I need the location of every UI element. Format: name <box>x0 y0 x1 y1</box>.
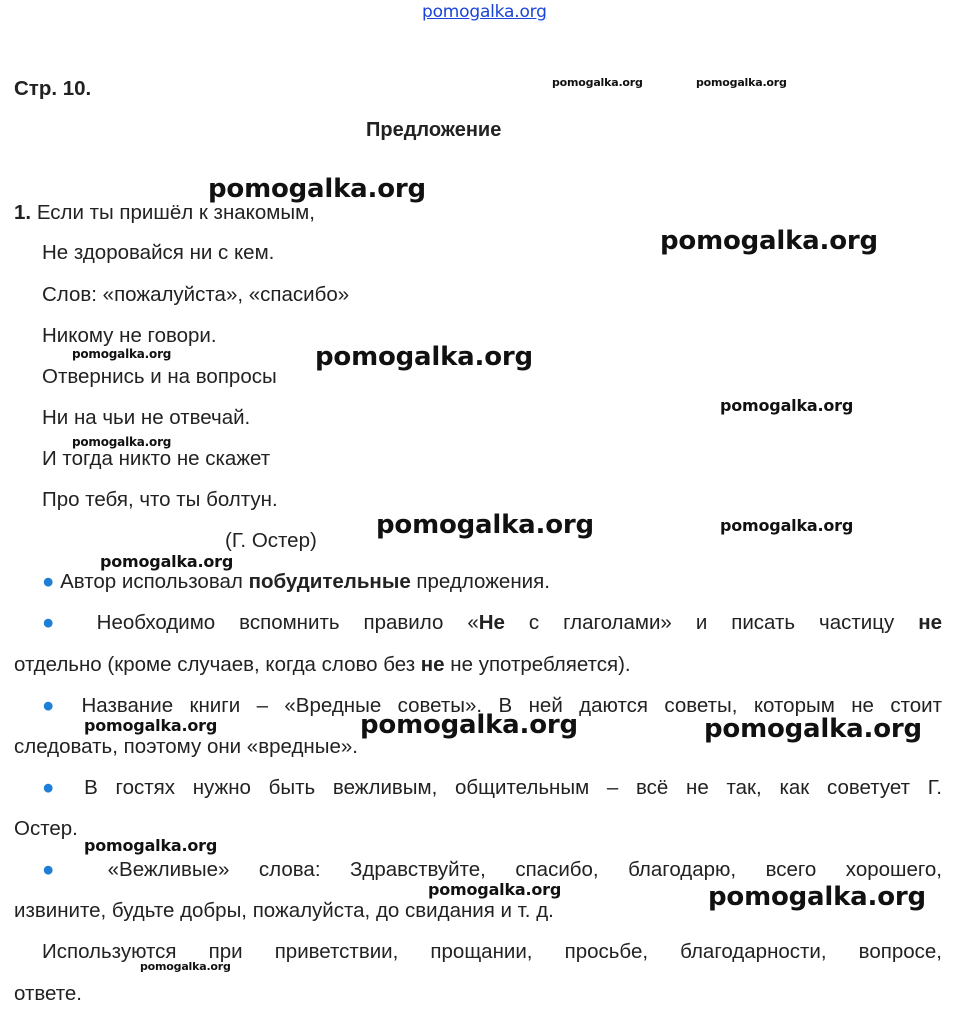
bullet-text: Необходимо вспомнить правило « <box>96 611 479 634</box>
poem-line: Слов: «пожалуйста», «спасибо» <box>42 283 350 306</box>
watermark: pomogalka.org <box>708 882 926 912</box>
watermark: pomogalka.org <box>72 435 172 449</box>
bullet-text: предложения. <box>410 570 550 593</box>
poem-line: И тогда никто не скажет <box>42 447 271 470</box>
bullet-item <box>42 776 942 800</box>
bullet-text: Название книги – «Вредные советы». В ней даются советы, которым не стоит <box>81 694 942 717</box>
watermark: pomogalka.org <box>100 552 234 571</box>
watermark: pomogalka.org <box>84 716 218 735</box>
watermark: pomogalka.org <box>428 880 562 899</box>
watermark: pomogalka.org <box>720 516 854 535</box>
page-label: Стр. 10. <box>14 77 92 100</box>
watermark: pomogalka.org <box>376 510 594 540</box>
bullet-bold: побудительные <box>248 570 411 593</box>
watermark: pomogalka.org <box>72 347 172 361</box>
poem-author: (Г. Остер) <box>225 529 317 552</box>
bullet-icon: ● <box>42 570 55 593</box>
poem-line <box>14 201 315 225</box>
bullet-continuation <box>14 653 631 677</box>
bullet-continuation: Остер. <box>14 817 78 840</box>
bullet-item <box>42 570 550 594</box>
bullet-continuation: следовать, поэтому они «вредные». <box>14 735 358 758</box>
bullet-text: отдельно (кроме случаев, когда слово без <box>14 653 421 676</box>
watermark: pomogalka.org <box>696 76 787 89</box>
bullet-icon: ● <box>42 858 79 881</box>
bullet-item <box>42 858 942 882</box>
poem-line: Ни на чьи не отвечай. <box>42 406 251 429</box>
poem-line: Отвернись и на вопросы <box>42 365 277 388</box>
bullet-text: не употребляется). <box>444 653 631 676</box>
bullet-icon: ● <box>42 611 73 634</box>
watermark: pomogalka.org <box>140 960 231 973</box>
paragraph-line: Используются при приветствии, прощании, просьбе, благодарности, вопросе, <box>42 940 942 963</box>
bullet-text: Автор использовал <box>60 570 249 593</box>
poem-line-text: Если ты пришёл к знакомым, <box>36 201 315 224</box>
bullet-text: с глаголами» и писать частицу <box>504 611 919 634</box>
poem-line: Про тебя, что ты болтун. <box>42 488 278 511</box>
watermark: pomogalka.org <box>360 710 578 740</box>
watermark: pomogalka.org <box>660 226 878 256</box>
bullet-text: «Вежливые» слова: Здравствуйте, спасибо, благодарю, всего хорошего, <box>107 858 942 881</box>
bullet-bold: не <box>918 611 942 634</box>
exercise-number: 1. <box>14 201 32 224</box>
bullet-bold: Не <box>478 611 505 634</box>
bullet-text: В гостях нужно быть вежливым, общительным – всё не так, как советует Г. <box>84 776 942 799</box>
watermark: pomogalka.org <box>720 396 854 415</box>
watermark: pomogalka.org <box>704 714 922 744</box>
paragraph-line: ответе. <box>14 982 82 1005</box>
watermark-top-link[interactable]: pomogalka.org <box>422 2 547 22</box>
bullet-item <box>42 611 942 635</box>
watermark: pomogalka.org <box>315 342 533 372</box>
bullet-bold: не <box>420 653 445 676</box>
watermark: pomogalka.org <box>84 836 218 855</box>
watermark: pomogalka.org <box>552 76 643 89</box>
bullet-icon: ● <box>42 694 66 717</box>
section-title: Предложение <box>366 119 502 141</box>
bullet-continuation: извините, будьте добры, пожалуйста, до свидания и т. д. <box>14 899 554 922</box>
bullet-icon: ● <box>42 776 67 799</box>
poem-line: Не здоровайся ни с кем. <box>42 241 275 264</box>
poem-line: Никому не говори. <box>42 324 217 347</box>
watermark: pomogalka.org <box>208 174 426 204</box>
